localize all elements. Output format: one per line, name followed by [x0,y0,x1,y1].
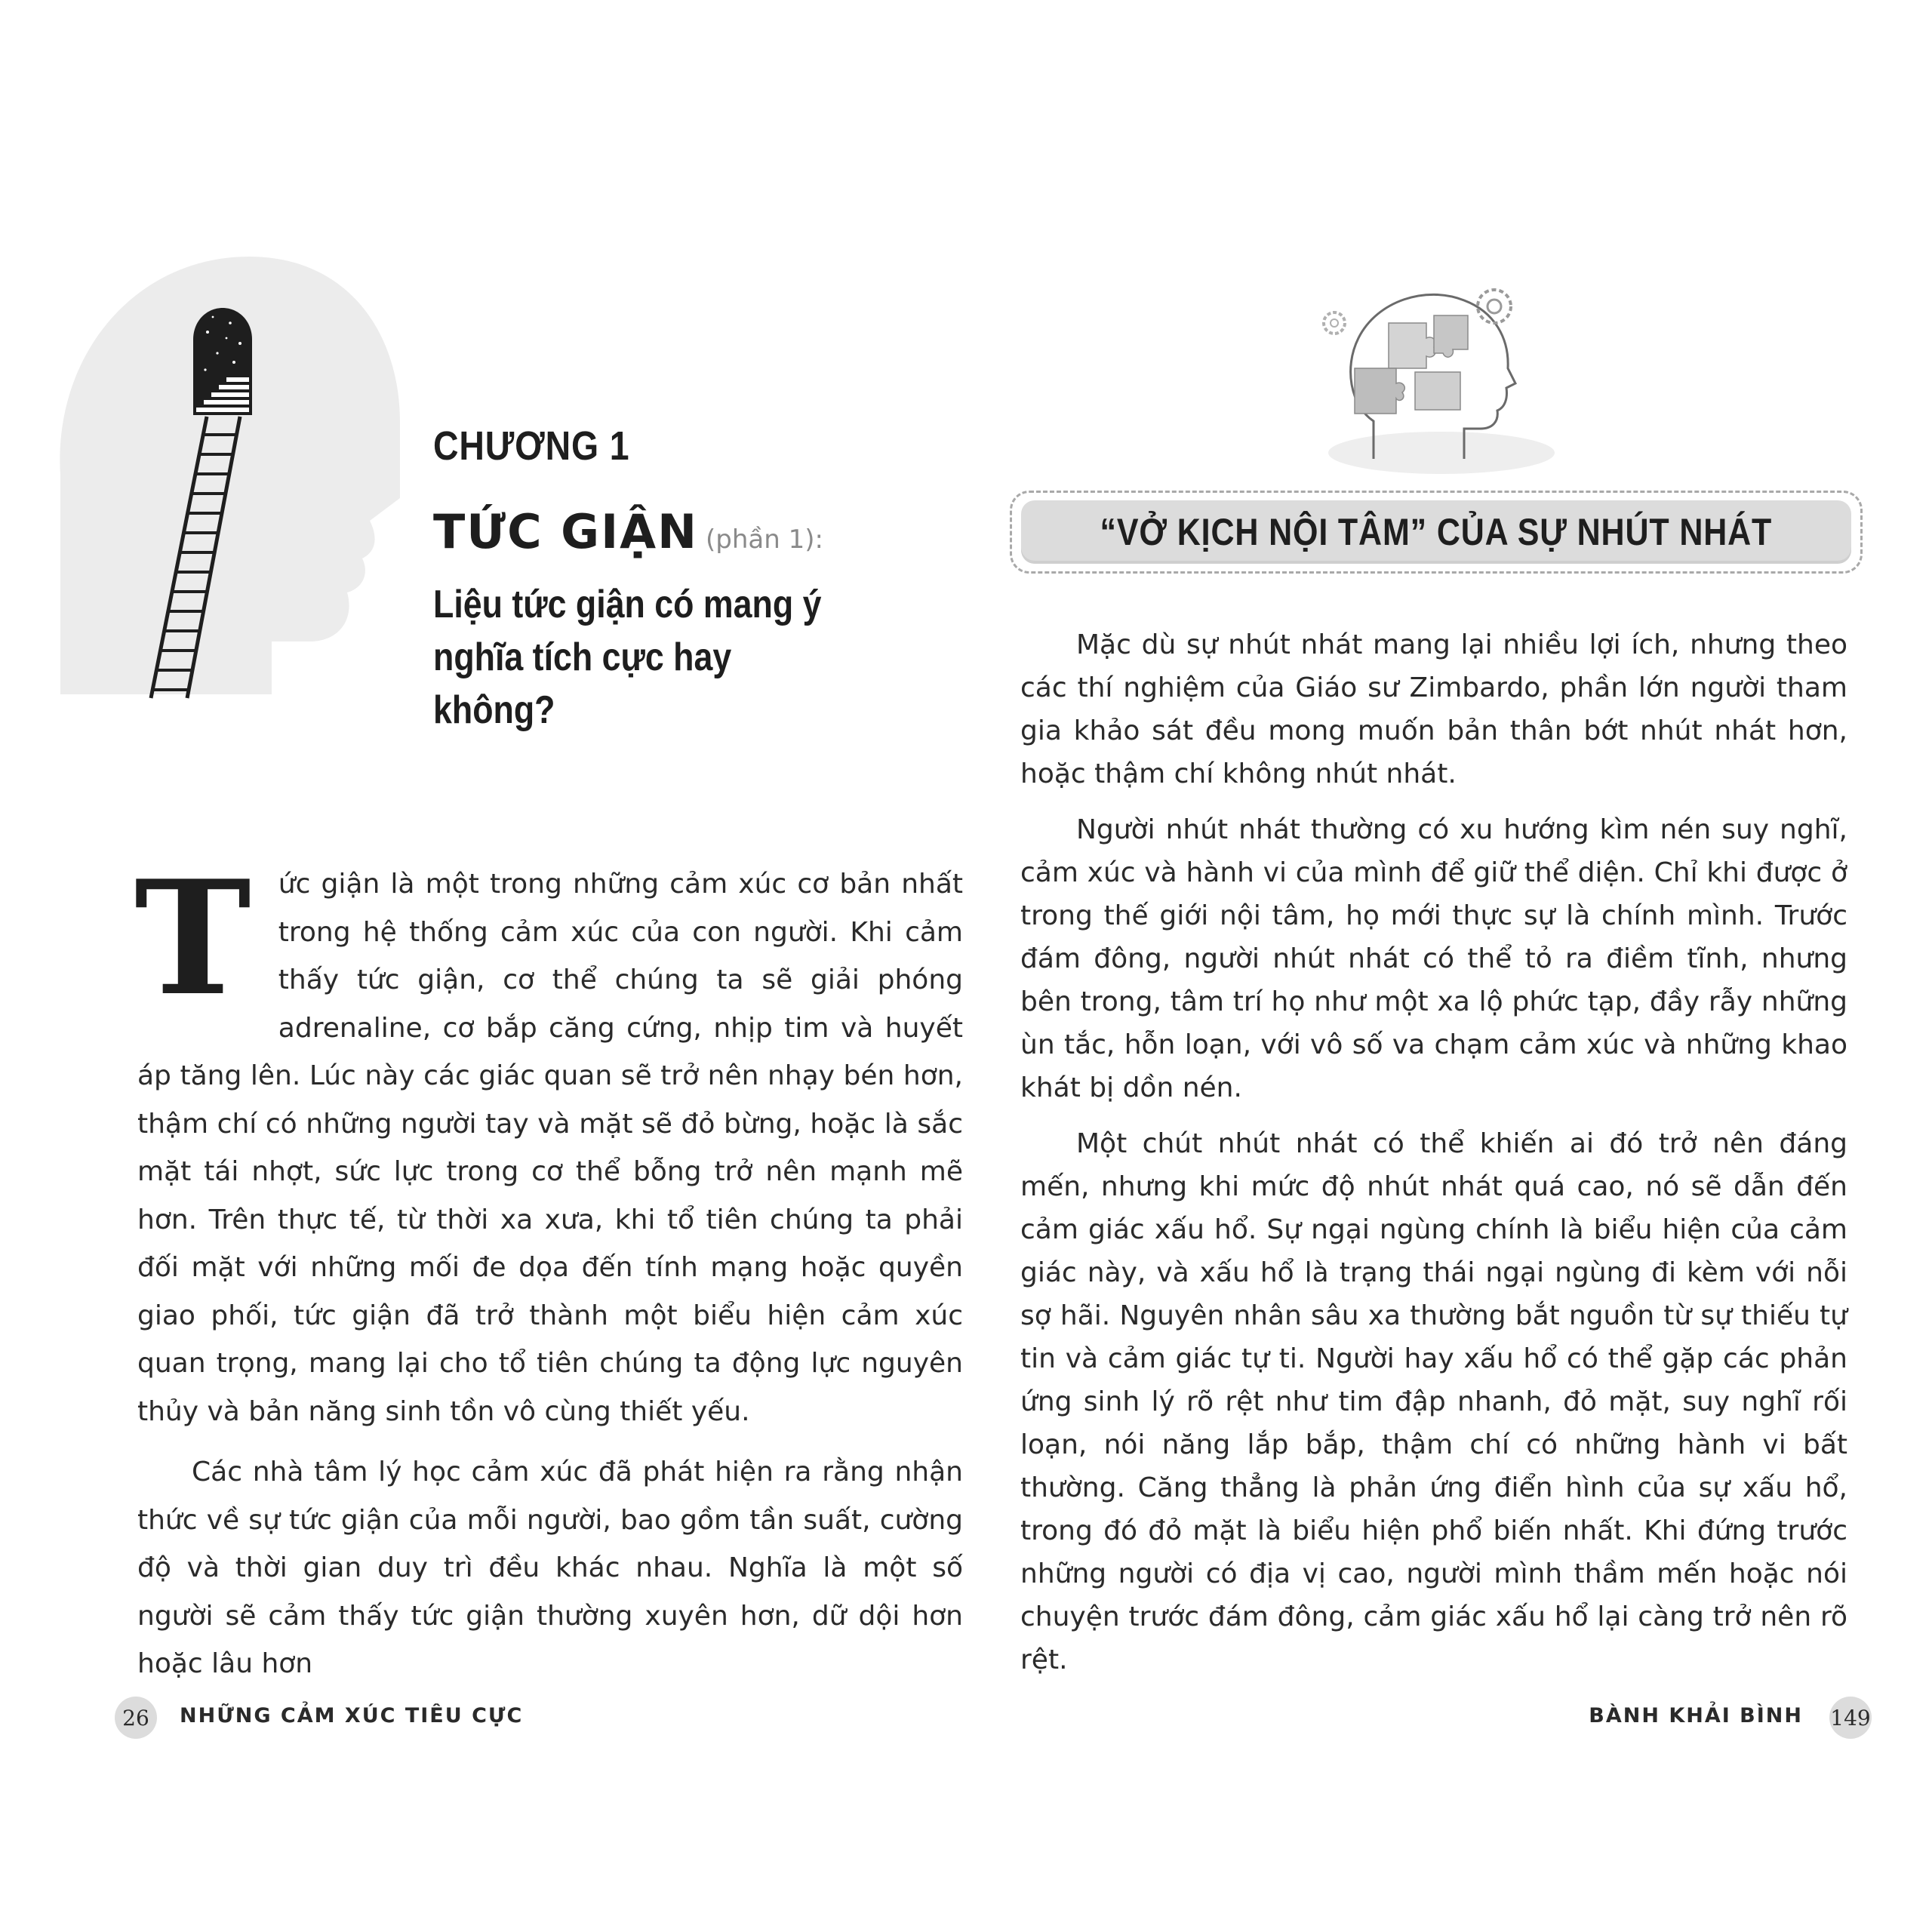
head-ladder-icon [45,249,408,702]
left-paragraph-2: Các nhà tâm lý học cảm xúc đã phát hiện ra rằng nhận thức về sự tức giận của mỗi người, bao gồm tần suất, cường độ và thời gian duy trì đều khác nhau. Nghĩa là một số người sẽ cảm thấy tức giận thường xuyên hơn, dữ dội hơn hoặc lâu hơn [137,1457,963,1679]
page-number-left: 26 [115,1697,157,1739]
footer-book-title: NHỮNG CẢM XÚC TIÊU CỰC [180,1704,524,1727]
section-banner-fill [1021,500,1851,564]
right-paragraph-3: Một chút nhút nhát có thể khiến ai đó trở nên đáng mến, nhưng khi mức độ nhút nhát quá cao, nó sẽ dẫn đến cảm giác xấu hổ. Sự ngại ngùng chính là biểu hiện của cảm giác này, và xấu hổ là trạng thái ngại ngùng đi kèm với nỗi sợ hãi. Nguyên nhân sâu xa thường bắt nguồn từ sự thiếu tự tin và cảm giác tự ti. Người hay xấu hổ có thể gặp các phản ứng sinh lý rõ rệt như tim đập nhanh, đỏ mặt, suy nghĩ rối loạn, nói năng lắp bắp, thậm chí có những hành vi bất thường. Căng thẳng là phản ứng điển hình của sự xấu hổ, trong đó đỏ mặt là biểu hiện phổ biến nhất. Khi đứng trước những người có địa vị cao, người mình thầm mến hoặc nói chuyện trước đám đông, cảm giác xấu hổ lại càng trở nên rõ rệt. [1020,1128,1847,1675]
footer-author: BÀNH KHẢI BÌNH [1589,1704,1803,1727]
chapter-title-main: TỨC GIẬN [433,504,699,559]
left-paragraph-1 [134,847,963,1435]
page-number-right: 149 [1829,1697,1872,1739]
right-body-text [1020,623,1847,1694]
section-title: “VỞ KỊCH NỘI TÂM” CỦA SỰ NHÚT NHÁT [1100,511,1773,553]
right-paragraph-2: Người nhút nhát thường có xu hướng kìm nén suy nghĩ, cảm xúc và hành vi của mình để giữ thể diện. Chỉ khi được ở trong thế giới nội tâm, họ mới thực sự là chính mình. Trước đám đông, người nhút nhát có thể tỏ ra điềm tĩnh, nhưng bên trong, tâm trí họ như một xa lộ phức tạp, đầy rẫy những ùn tắc, hỗn loạn, với vô số va chạm cảm xúc và những khao khát bị dồn nén. [1020,814,1847,1103]
chapter-part: (phần 1): [706,525,823,555]
right-paragraph-1: Mặc dù sự nhút nhát mang lại nhiều lợi ích, nhưng theo các thí nghiệm của Giáo sư Zimbardo, phần lớn người tham gia khảo sát đều mong muốn bản thân bớt nhút nhát hơn, hoặc thậm chí không nhút nhát. [1020,629,1847,789]
chapter-label: CHƯƠNG 1 [433,423,630,469]
left-paragraph-1-text: ức giận là một trong những cảm xúc cơ bản nhất trong hệ thống cảm xúc của con người. Khi cảm thấy tức giận, cơ thể chúng ta sẽ giải phóng adrenaline, cơ bắp căng cứng, nhịp tim và huyết áp tăng lên. Lúc này các giác quan sẽ trở nên nhạy bén hơn, thậm chí có những người tay và mặt sẽ đỏ bừng, hoặc là sắc mặt tái nhợt, sức lực trong cơ thể bỗng trở nên mạnh mẽ hơn. Trên thực tế, từ thời xa xưa, khi tổ tiên chúng ta phải đối mặt với những mối đe dọa đến tính mạng hoặc quyền giao phối, tức giận đã trở thành một biểu hiện cảm xúc quan trọng, mang lại cho tổ tiên chúng ta động lực nguyên thủy và bản năng sinh tồn vô cùng thiết yếu. [137,869,963,1427]
left-body-text [134,847,963,1688]
section-banner [1010,491,1863,574]
chapter-title [433,504,823,559]
drop-cap: T [134,847,251,1031]
chapter-question: Liệu tức giận có mang ý nghĩa tích cực hay không? [433,583,822,732]
brain-puzzle-icon [1313,278,1562,480]
